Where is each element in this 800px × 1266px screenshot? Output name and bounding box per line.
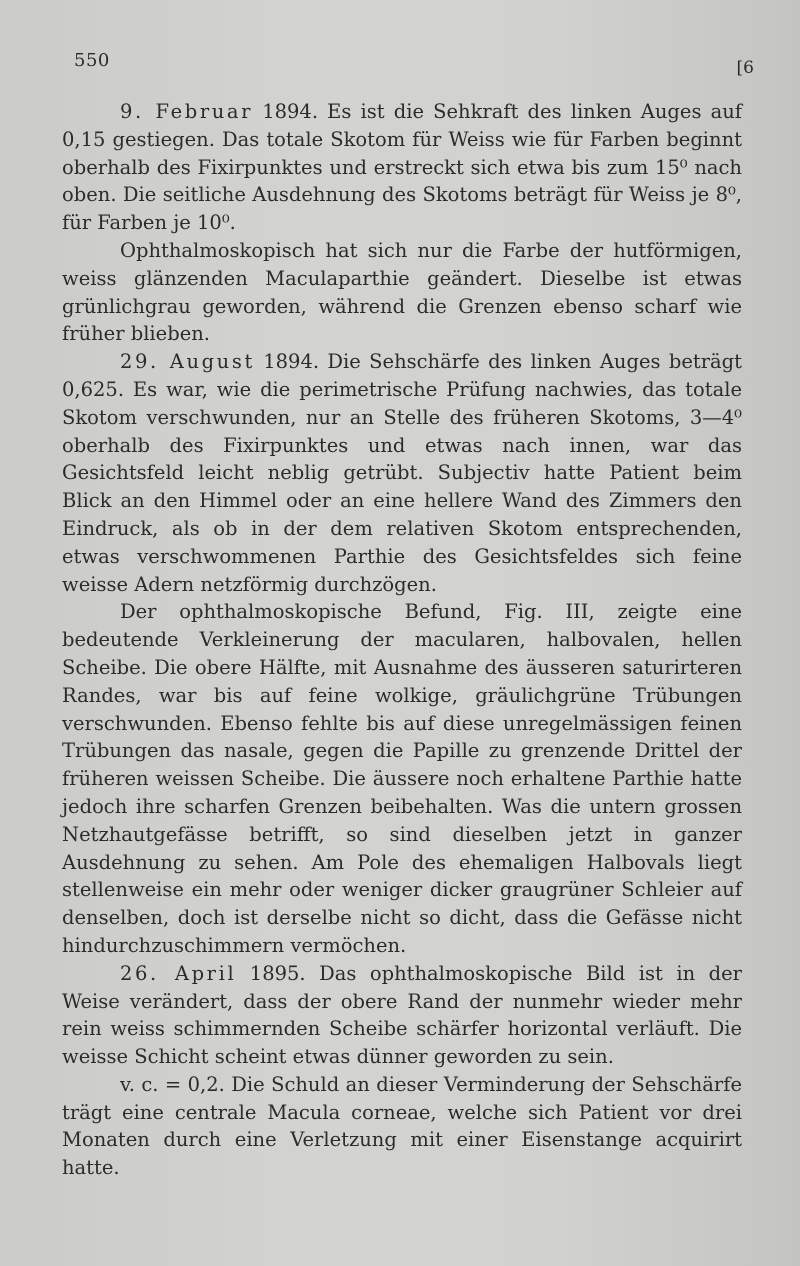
signature-mark: [6 [736,58,754,78]
paragraph-4 [62,598,742,959]
entry-year: 1894. [253,100,319,123]
paragraph-text: Das ophthalmoskopische Bild ist in der Weise verändert, dass der obere Rand der nunmehr wieder mehr rein weiss schimmernden Scheibe schärfer horizontal verläuft. Die weisse Schicht scheint etwas dünner geworden zu sein. [62,961,742,1069]
entry-date: 26. April [120,961,237,985]
entry-date: 9. Februar [120,100,254,123]
paragraph-text: Ophthalmoskopisch hat sich nur die Farbe der hutförmigen, weiss glänzenden Maculaparthie geändert. Dieselbe ist etwas grünlichgrau geworden, während die Grenzen ebenso scharf wie früher blieben. [62,238,742,346]
entry-date: 29. August [120,350,255,374]
body-text [62,98,742,1182]
paragraph-text: Der ophthalmoskopische Befund, Fig. III, zeigte eine bedeutende Verkleinerung der macularen, halbovalen, hellen Scheibe. Die obere Hälfte, mit Ausnahme des äusseren saturirteren Randes, war bis auf feine wolkige, gräulichgrüne Trübungen verschwunden. Ebenso fehlte bis auf diese unregelmässigen feinen Trübungen das nasale, gegen die Papille zu grenzende Drittel der früheren weissen Scheibe. Die äussere noch erhaltene Parthie hatte jedoch ihre scharfen Grenzen beibehalten. Was die untern grossen Netzhautgefässe betrifft, so sind dieselben jetzt in ganzer Ausdehnung zu sehen. Am Pole des ehemaligen Halbovals liegt stellenweise ein mehr oder weniger dicker graugrüner Schleier auf denselben, doch ist derselbe nicht so dicht, dass die Gefässe nicht hindurchzuschimmern vermöchen. [62,600,742,957]
paragraph-5 [62,960,742,1071]
paragraph-6 [62,1071,742,1182]
paragraph-text: Es ist die Sehkraft des linken Auges auf 0,15 gestiegen. Das totale Skotom für Weiss wie für Farben beginnt oberhalb des Fixirpunktes und erstreckt sich etwa bis zum 15⁰ nach oben. Die seitliche Ausdehnung des Skotoms beträgt für Weiss je 8⁰, für Farben je 10⁰. [62,100,742,235]
paragraph-1 [62,98,742,237]
paragraph-text: Die Sehschärfe des linken Auges beträgt 0,625. Es war, wie die perimetrische Prüfung nachwies, das totale Skotom verschwunden, nur an Stelle des früheren Skotoms, 3—4⁰ oberhalb des Fixirpunktes und etwas nach innen, war das Gesichtsfeld leicht neblig getrübt. Subjectiv hatte Patient beim Blick an den Himmel oder an eine hellere Wand des Zimmers den Eindruck, als ob in der dem relativen Skotom entsprechenden, etwas verschwommenen Parthie des Gesichtsfeldes sich feine weisse Adern netzförmig durchzögen. [62,350,742,596]
entry-year: 1895. [236,961,306,985]
entry-year: 1894. [254,350,320,374]
page-header [74,50,754,80]
paragraph-2 [62,237,742,348]
paragraph-text: v. c. = 0,2. Die Schuld an dieser Verminderung der Sehschärfe trägt eine centrale Macula corneae, welche sich Patient vor drei Monaten durch eine Verletzung mit einer Eisenstange acquirirt hatte. [62,1072,742,1180]
page-number: 550 [74,50,110,71]
paragraph-3 [62,348,742,598]
